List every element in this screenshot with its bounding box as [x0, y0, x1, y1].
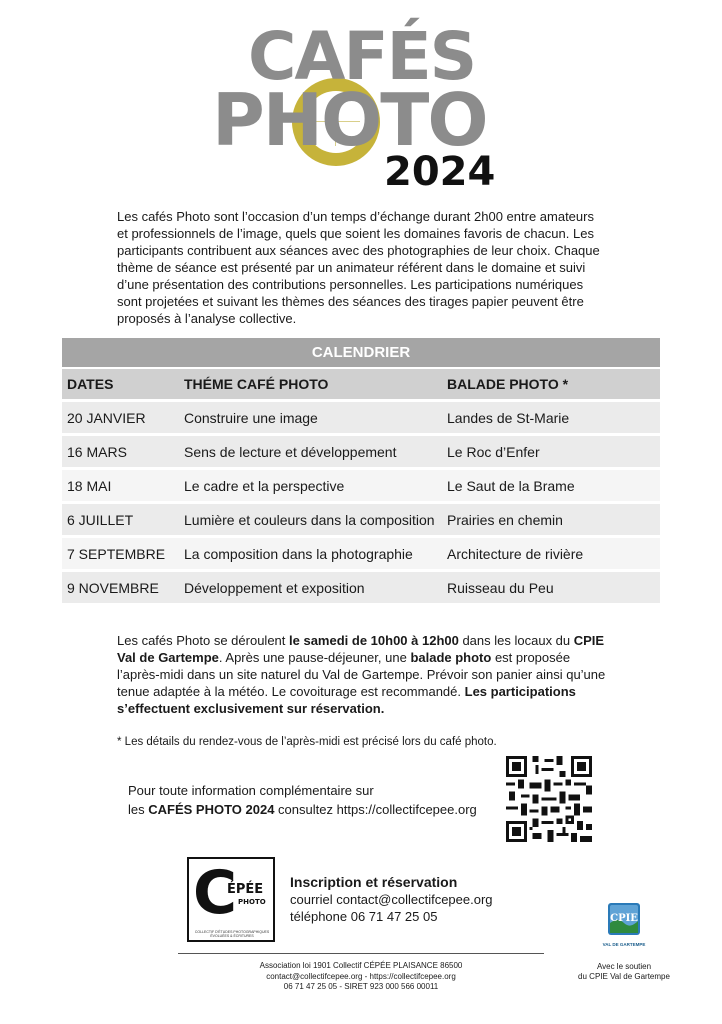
association-line-2: contact@collectifcepee.org - https://collectifcepee.org — [266, 971, 456, 981]
info-block — [128, 781, 477, 819]
row-date: 6 JUILLET — [67, 511, 134, 528]
row-date: 16 MARS — [67, 443, 127, 460]
info-pre: les — [128, 802, 149, 817]
table-row — [62, 402, 660, 433]
info-line-1: Pour toute information complémentaire sur — [128, 783, 374, 798]
row-date: 18 MAI — [67, 477, 112, 494]
inscription-title: Inscription et réservation — [290, 874, 458, 890]
row-theme: Développement et exposition — [184, 579, 365, 596]
cpie-logo-name: VAL DE GARTEMPE — [602, 942, 646, 947]
association-footer — [178, 961, 544, 993]
row-theme: Construire une image — [184, 409, 318, 426]
table-row — [62, 538, 660, 569]
details-text-2: dans les locaux du — [458, 633, 574, 648]
info-line-2 — [128, 800, 477, 819]
info-url[interactable]: consultez https://collectifcepee.org — [274, 802, 477, 817]
row-date: 7 SEPTEMBRE — [67, 545, 166, 562]
row-balade: Le Saut de la Brame — [447, 477, 575, 494]
table-row — [62, 572, 660, 603]
row-balade: Le Roc d’Enfer — [447, 443, 540, 460]
association-line-3: 06 71 47 25 05 - SIRET 923 000 566 00011 — [283, 982, 439, 991]
calendar-title: CALENDRIER — [62, 338, 660, 367]
title-year: 2024 — [384, 149, 496, 195]
table-row — [62, 470, 660, 501]
row-date: 20 JANVIER — [67, 409, 146, 426]
cpie-logo-text: CPIE — [610, 913, 638, 924]
row-balade: Ruisseau du Peu — [447, 579, 554, 596]
row-theme: Le cadre et la perspective — [184, 477, 345, 494]
support-line-2: du CPIE Val de Gartempe — [578, 972, 670, 981]
details-text-3: . Après une pause-déjeuner, une — [218, 650, 411, 665]
row-theme: Sens de lecture et développement — [184, 443, 397, 460]
row-date: 9 NOVEMBRE — [67, 579, 159, 596]
calendar-table — [62, 338, 660, 603]
footnote: * Les détails du rendez-vous de l’après-midi est précisé lors du café photo. — [117, 736, 497, 748]
details-bold-balade: balade photo — [410, 650, 492, 665]
title-photo: PHOTO — [212, 78, 487, 162]
cepee-logo-tagline: COLLECTIF D'ÉTUDES PHOTOGRAPHIQUES ÉVOLUÉES & ÉCRITURES — [194, 930, 270, 938]
association-line-1: Association loi 1901 Collectif CÉPÉE PLAISANCE 86500 — [259, 961, 463, 970]
support-line-1: Avec le soutien — [596, 962, 652, 971]
intro-paragraph: Les cafés Photo sont l’occasion d’un temps d’échange durant 2h00 entre amateurs et professionnels de l’image, quels que soient les domaines favoris de chacun. Les participants contribuent aux séances avec des photographies de leur choix. Chaque thème de séance est présenté par un animateur référent dans le domaine et suivi d’une présentation des contributions personnelles. Les participations numériques sont projetées et suivant les thèmes des séances des tirages papier peuvent être proposés à l’analyse collective. — [117, 209, 600, 326]
details-paragraph — [117, 632, 611, 717]
inscription-phone[interactable]: téléphone 06 71 47 25 05 — [290, 909, 438, 924]
header-balade: BALADE PHOTO * — [447, 376, 569, 392]
footer-divider — [178, 953, 544, 954]
info-bold: CAFÉS PHOTO 2024 — [148, 802, 275, 817]
inscription-block — [290, 874, 493, 925]
row-theme: La composition dans la photographie — [184, 545, 413, 562]
support-text — [570, 962, 678, 982]
details-bold-reservation: Les participations s’effectuent exclusivement sur réservation. — [117, 684, 576, 716]
cepee-logo-c: C — [193, 858, 238, 928]
details-bold-place: CPIE Val de Gartempe — [117, 633, 605, 665]
details-text-1: Les cafés Photo se déroulent — [117, 633, 290, 648]
header-dates: DATES — [67, 376, 114, 392]
title-cafes: CAFÉS — [248, 18, 476, 95]
cpie-logo-icon — [598, 901, 650, 945]
cepee-logo-photo: PHOTO — [238, 898, 266, 906]
table-row — [62, 436, 660, 467]
details-bold-time: le samedi de 10h00 à 12h00 — [289, 633, 459, 648]
calendar-header-row — [62, 369, 660, 399]
row-balade: Landes de St-Marie — [447, 409, 570, 426]
row-theme: Lumière et couleurs dans la composition — [184, 511, 435, 528]
header-theme: THÉME CAFÉ PHOTO — [184, 376, 329, 392]
cepee-logo-epee: ÉPÉE — [227, 882, 264, 897]
row-balade: Prairies en chemin — [447, 511, 563, 528]
inscription-email[interactable]: courriel contact@collectifcepee.org — [290, 892, 493, 907]
row-balade: Architecture de rivière — [447, 545, 584, 562]
table-row — [62, 504, 660, 535]
qr-code-icon[interactable] — [506, 756, 592, 842]
details-text-4: est proposée l’après-midi dans un site naturel du Val de Gartempe. Prévoir son panier ainsi qu’une tenue adaptée à la météo. Le covoiturage est recommandé. — [117, 650, 606, 699]
